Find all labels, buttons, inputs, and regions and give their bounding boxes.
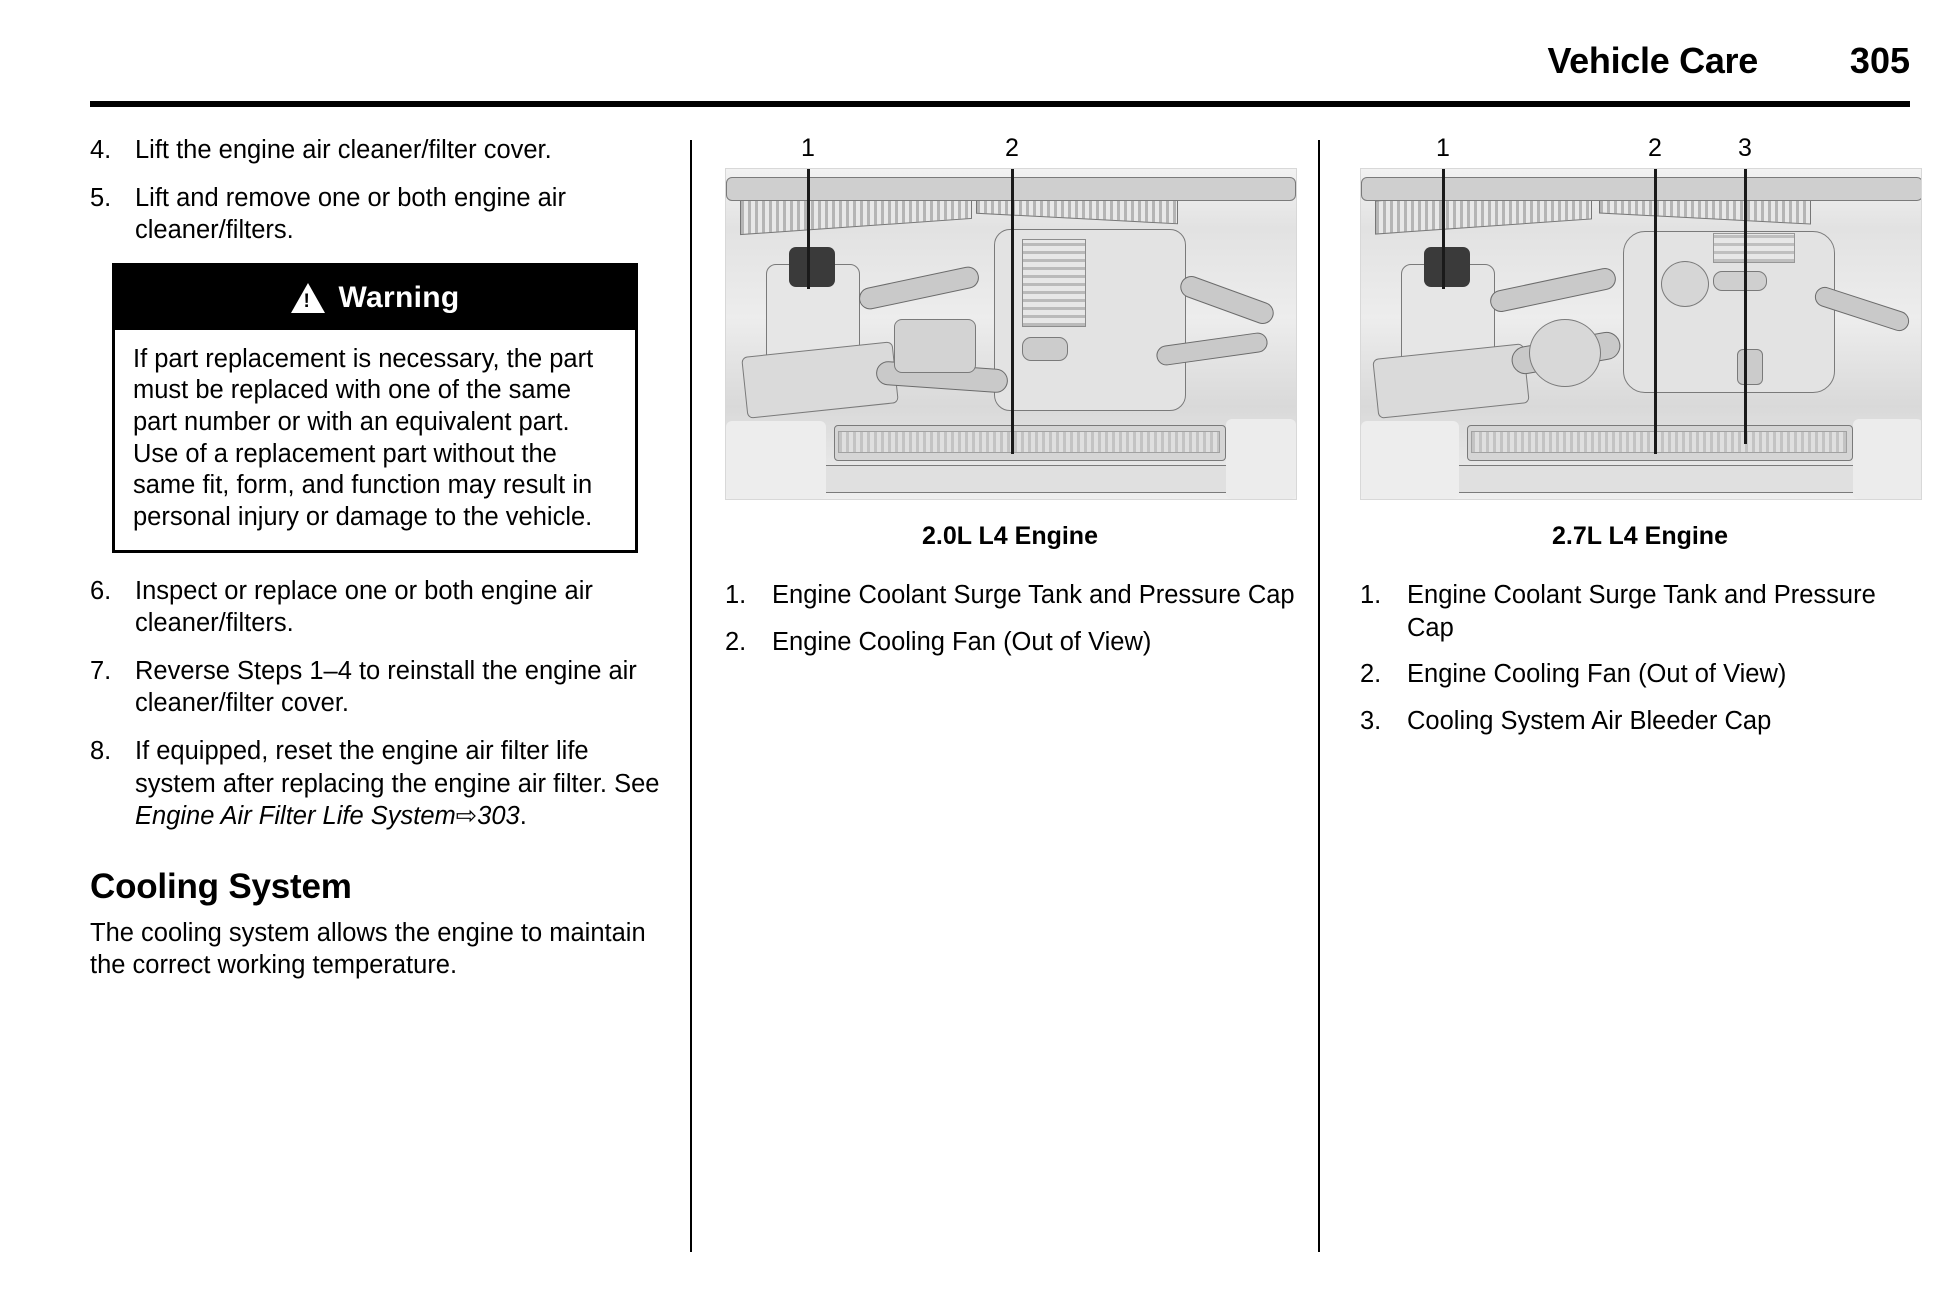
left-fender [726,421,826,499]
section-heading-cooling-system: Cooling System [90,866,352,906]
accessory-pulley [1529,319,1601,387]
accessory-bracket [894,319,976,373]
figure-2-7l-engine [1360,134,1920,738]
column-divider-1 [690,140,692,1252]
air-cleaner-duct [1372,343,1529,419]
legend-text: Engine Cooling Fan (Out of View) [772,627,1152,656]
list-item [90,575,660,640]
figure-legend [725,579,1295,658]
cross-reference-page: 303 [477,802,520,831]
legend-number: 3. [1360,706,1382,735]
engine-bay-illustration-2-0l [725,168,1297,500]
figure-caption: 2.7L L4 Engine [1552,522,1728,550]
legend-text: Engine Coolant Surge Tank and Pressure Cap [1407,581,1876,642]
legend-text: Cooling System Air Bleeder Cap [1407,706,1772,735]
leader-line-1 [1442,169,1445,289]
figure-caption: 2.0L L4 Engine [922,522,1098,550]
steps-list-before-warning [90,134,660,247]
legend-number: 2. [725,627,747,656]
air-bleeder-cap [1737,349,1763,385]
cross-reference-symbol: ⇨ [455,802,478,831]
list-item [90,735,660,833]
page-header [90,40,1910,82]
legend-number: 1. [1360,581,1382,609]
firewall-edge [1361,177,1922,201]
leader-line-2 [1011,169,1014,454]
callout-1-label: 1 [801,134,815,162]
engine-cover-emblem [1661,261,1709,307]
list-item [725,579,1295,612]
list-item [1360,705,1920,738]
engine-cover-vents [1713,233,1795,263]
legend-number: 2. [1360,660,1382,689]
step-text: Lift the engine air cleaner/filter cover. [135,136,552,164]
leader-line-3 [1744,169,1747,444]
engine-bay-illustration-2-7l [1360,168,1922,500]
right-fender [1853,419,1922,499]
oil-fill-cap [1713,271,1767,291]
step-number: 7. [90,656,112,685]
warning-box [112,263,638,553]
legend-text: Engine Cooling Fan (Out of View) [1407,660,1787,689]
warning-title: Warning [338,280,460,314]
step-number: 8. [90,737,112,766]
column-divider-2 [1318,140,1320,1252]
page-title: Vehicle Care [1547,40,1758,81]
step-text: Reverse Steps 1–4 to reinstall the engine air cleaner/filter cover. [135,656,637,718]
leader-line-1 [807,169,810,289]
step-number: 6. [90,576,112,605]
coolant-hose-upper [1488,266,1618,314]
callout-1-label: 1 [1436,134,1450,162]
right-column [1360,134,1920,752]
list-item [90,134,660,167]
legend-number: 1. [725,581,747,609]
front-grille-bar [822,465,1244,493]
step-text-lead: If equipped, reset the engine air filter life system after replacing the engine air filter. See [135,737,660,798]
steps-list-after-warning [90,575,660,833]
callout-2-label: 2 [1648,134,1662,162]
engine-cover-handle [1022,337,1068,361]
list-item [90,182,660,247]
callout-numbers [1360,134,1920,168]
coolant-hose-upper [857,265,981,312]
warning-triangle-icon [291,283,325,313]
radiator-support-texture [1471,431,1847,453]
leader-line-2 [1654,169,1657,454]
left-column [90,134,660,981]
header-divider [90,101,1910,107]
list-item [90,655,660,720]
engine-cover-vents [1022,239,1086,327]
list-item [1360,579,1920,644]
warning-header [115,266,635,330]
step-number: 4. [90,136,112,164]
list-item [1360,658,1920,691]
callout-numbers [725,134,1295,168]
cross-reference-title: Engine Air Filter Life System [135,802,456,831]
step-text-tail: . [519,802,527,831]
legend-text: Engine Coolant Surge Tank and Pressure Cap [772,581,1295,609]
callout-2-label: 2 [1005,134,1019,162]
list-item [725,626,1295,659]
pressure-cap [789,247,835,287]
step-number: 5. [90,183,112,212]
step-text [135,735,660,833]
radiator-support-texture [838,431,1220,453]
section-body-cooling-system: The cooling system allows the engine to maintain the correct working temperature. [90,918,646,980]
left-fender [1361,421,1459,499]
warning-body-text: If part replacement is necessary, the part must be replaced with one of the same part number or with an equivalent part. Use of a replacement part without the same fit, form, and function may result in personal injury or damage to the vehicle. [133,344,594,531]
figure-legend [1360,579,1920,738]
page-number: 305 [1849,40,1910,81]
callout-3-label: 3 [1738,134,1752,162]
step-text: Inspect or replace one or both engine air cleaner/filters. [135,576,593,638]
intake-hose [1177,273,1277,327]
figure-2-0l-engine [725,134,1295,658]
middle-column [725,134,1295,672]
step-text: Lift and remove one or both engine air cleaner/filters. [135,183,566,245]
pressure-cap [1424,247,1470,287]
right-fender [1226,419,1296,499]
front-grille-bar [1455,465,1871,493]
air-cleaner-duct [741,341,899,419]
